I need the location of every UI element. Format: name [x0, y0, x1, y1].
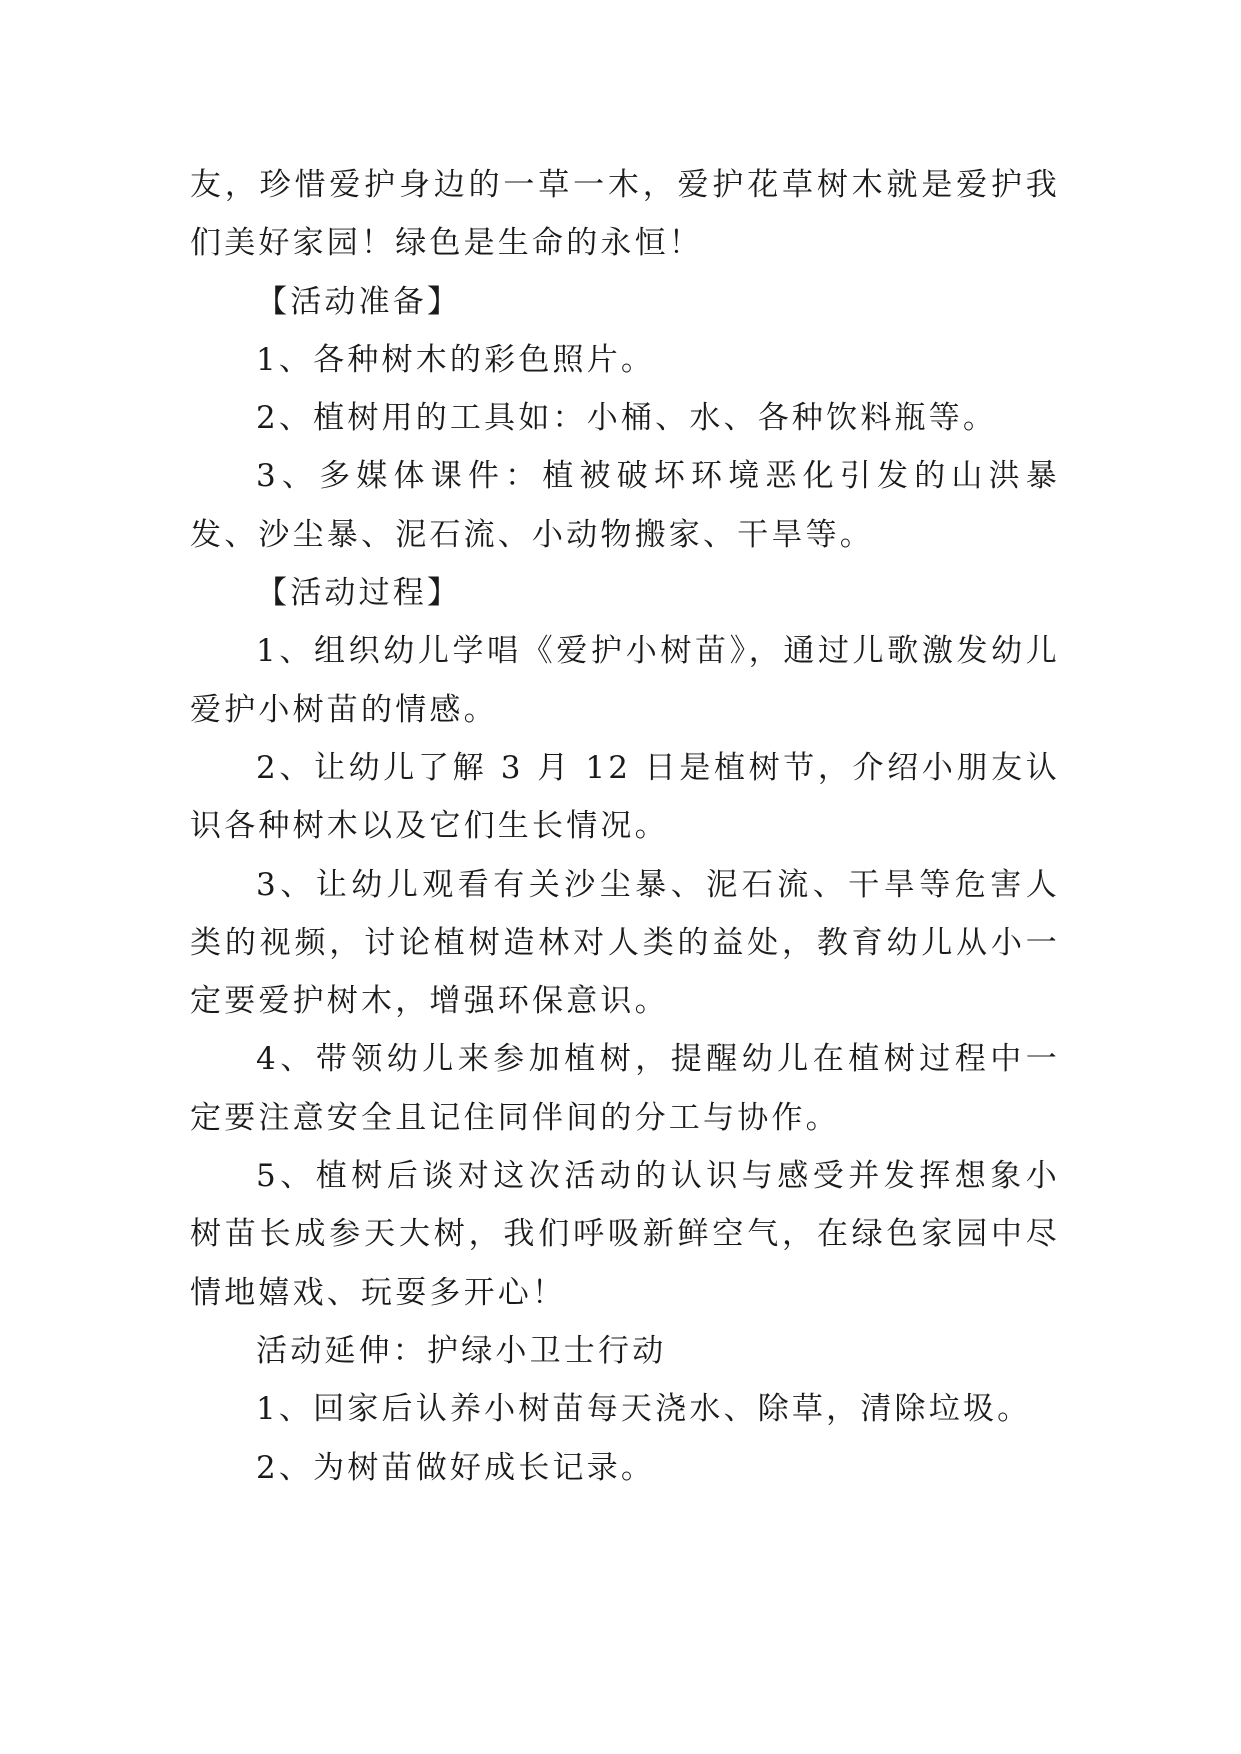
preparation-item-3: 3、多媒体课件：植被破坏环境恶化引发的山洪暴发、沙尘暴、泥石流、小动物搬家、干旱等。 [190, 458, 1060, 553]
process-step-3: 3、让幼儿观看有关沙尘暴、泥石流、干旱等危害人类的视频，讨论植树造林对人类的益处，教育幼儿从小一定要爱护树木，增强环保意识。 [190, 866, 1060, 1020]
document-body [190, 156, 1060, 1497]
process-step-1: 1、组织幼儿学唱《爱护小树苗》，通过儿歌激发幼儿爱护小树苗的情感。 [190, 633, 1060, 728]
section-heading-process: 【活动过程】 [256, 575, 462, 612]
extension-item-1: 1、回家后认养小树苗每天浇水、除草，清除垃圾。 [256, 1391, 1032, 1428]
process-step-5: 5、植树后谈对这次活动的认识与感受并发挥想象小树苗长成参天大树，我们呼吸新鲜空气，在绿色家园中尽情地嬉戏、玩耍多开心！ [190, 1158, 1060, 1311]
extension-item-2: 2、为树苗做好成长记录。 [256, 1449, 656, 1486]
preparation-item-2: 2、植树用的工具如：小桶、水、各种饮料瓶等。 [256, 400, 998, 437]
section-heading-preparation: 【活动准备】 [256, 283, 462, 320]
process-step-4: 4、带领幼儿来参加植树，提醒幼儿在植树过程中一定要注意安全且记住同伴间的分工与协作。 [190, 1041, 1060, 1136]
section-heading-extension: 活动延伸：护绿小卫士行动 [256, 1332, 667, 1369]
process-step-2: 2、让幼儿了解 3 月 12 日是植树节，介绍小朋友认识各种树木以及它们生长情况。 [190, 749, 1060, 845]
paragraph-continuation: 友，珍惜爱护身边的一草一木，爱护花草树木就是爱护我们美好家园！绿色是生命的永恒！ [190, 167, 1060, 262]
preparation-item-1: 1、各种树木的彩色照片。 [256, 341, 656, 378]
